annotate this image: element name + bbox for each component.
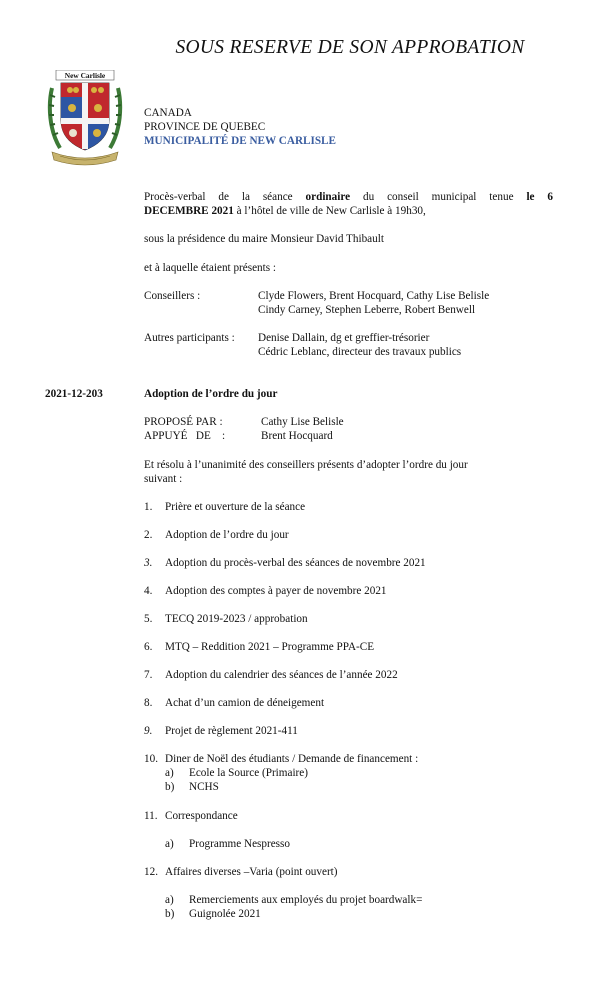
intro-text-c: du conseil municipal tenue [350, 191, 527, 203]
address-municipality: MUNICIPALITÉ DE NEW CARLISLE [144, 135, 336, 147]
conseillers-line2: Cindy Carney, Stephen Leberre, Robert Benwell [258, 304, 476, 316]
autres-block [144, 331, 564, 361]
intro-text-d: le 6 [526, 191, 554, 203]
resolution-number: 2021-12-203 [45, 388, 103, 400]
intro-presidence: sous la présidence du maire Monsieur David Thibault [144, 233, 384, 245]
autres-line2: Cédric Leblanc, directeur des travaux publics [258, 346, 462, 358]
resolution-text-line1: Et résolu à l’unanimité des conseillers présents d’adopter l’ordre du jour [144, 459, 468, 471]
autres-line1: Denise Dallain, dg et greffier-trésorier [258, 332, 430, 344]
resolution-title: Adoption de l’ordre du jour [144, 388, 278, 400]
intro-paragraph-line2 [144, 204, 553, 218]
intro-presents: et à laquelle étaient présents : [144, 262, 277, 274]
conseillers-block [144, 289, 564, 319]
intro-paragraph-line1 [144, 190, 553, 204]
autres-label: Autres participants : [144, 332, 235, 344]
intro-location: à l’hôtel de ville de New Carlisle à 19h30, [233, 205, 426, 217]
intro-text-a: Procès-verbal de la séance [144, 191, 306, 203]
address-country: CANADA [144, 107, 192, 119]
propose-label: PROPOSÉ PAR : [144, 416, 223, 428]
municipal-crest-logo [46, 70, 124, 168]
page-header-title: SOUS RESERVE DE SON APPROBATION [175, 37, 525, 58]
address-block [144, 106, 336, 148]
conseillers-line1: Clyde Flowers, Brent Hocquard, Cathy Lise Belisle [258, 290, 490, 302]
appuye-label: APPUYÉ DE : [144, 430, 226, 442]
propose-value: Cathy Lise Belisle [261, 416, 344, 428]
crest-label: New Carlisle [64, 71, 106, 80]
motion-block [144, 415, 564, 445]
conseillers-label: Conseillers : [144, 290, 201, 302]
appuye-value: Brent Hocquard [261, 430, 333, 442]
intro-text-b: ordinaire [305, 191, 351, 203]
intro-date: DECEMBRE 2021 [144, 205, 234, 217]
address-province: PROVINCE DE QUEBEC [144, 121, 266, 133]
resolution-text-line2: suivant : [144, 473, 183, 485]
